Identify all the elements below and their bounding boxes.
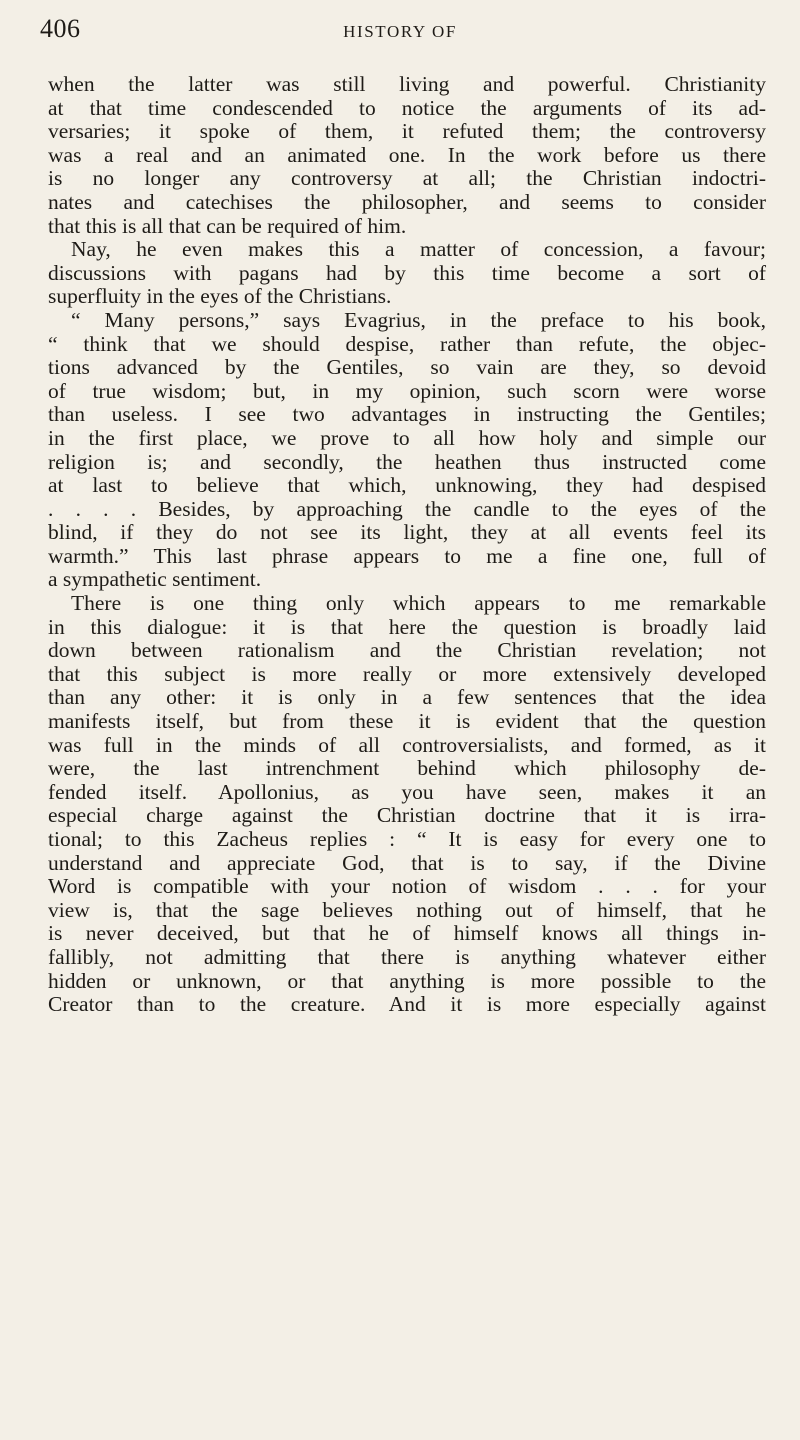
text-line: There is one thing only which appears to me remarkable	[71, 591, 766, 616]
text-line: that this subject is more really or more extensively developed	[48, 661, 766, 686]
text-line: view is, that the sage believes nothing out of himself, that he	[48, 897, 766, 922]
running-title: HISTORY OF	[343, 22, 457, 41]
text-line: understand and appreciate God, that is to say, if the Divine	[48, 850, 766, 875]
text-line: Word is compatible with your notion of wisdom . . . for your	[48, 874, 766, 899]
text-line: when the latter was still living and powerful. Christianity	[48, 72, 766, 96]
text-line: was a real and an animated one. In the work before us there	[48, 142, 766, 167]
text-line: than any other: it is only in a few sentences that the idea	[48, 685, 766, 710]
text-line: religion is; and secondly, the heathen thus instructed come	[48, 449, 766, 474]
text-line: versaries; it spoke of them, it refuted them; the controversy	[48, 119, 766, 144]
text-line: of true wisdom; but, in my opinion, such scorn were worse	[48, 378, 766, 403]
text-line: tional; to this Zacheus replies : “ It is easy for every one to	[48, 827, 766, 851]
text-line: “ Many persons,” says Evagrius, in the preface to his book,	[71, 307, 766, 332]
paragraph	[48, 592, 766, 1017]
text-line: Nay, he even makes this a matter of concession, a favour;	[71, 237, 766, 262]
text-line: that this is all that can be required of him.	[48, 213, 407, 238]
text-line: in this dialogue: it is that here the question is broadly laid	[48, 614, 766, 639]
page-number: 406	[40, 14, 81, 43]
text-line: was full in the minds of all controversialists, and formed, as it	[48, 732, 766, 757]
text-line: were, the last intrenchment behind which philosophy de-	[48, 756, 766, 781]
text-line: manifests itself, but from these it is evident that the question	[48, 709, 766, 734]
text-line: superfluity in the eyes of the Christians.	[48, 284, 392, 309]
text-line: “ think that we should despise, rather than refute, the objec-	[48, 331, 766, 356]
text-line: in the first place, we prove to all how holy and simple our	[48, 425, 766, 450]
paragraph	[48, 73, 766, 238]
text-line: especial charge against the Christian doctrine that it is irra-	[48, 803, 766, 828]
text-line: than useless. I see two advantages in instructing the Gentiles;	[48, 402, 766, 427]
text-line: tions advanced by the Gentiles, so vain are they, so devoid	[48, 355, 766, 380]
text-line: at that time condescended to notice the arguments of its ad-	[48, 95, 766, 120]
text-line: Creator than to the creature. And it is more especially against	[48, 992, 766, 1017]
text-line: a sympathetic sentiment.	[48, 567, 262, 592]
paragraph	[48, 238, 766, 309]
text-line: fallibly, not admitting that there is anything whatever either	[48, 944, 766, 969]
text-line: discussions with pagans had by this time become a sort of	[48, 260, 766, 285]
text-line: warmth.” This last phrase appears to me a fine one, full of	[48, 543, 766, 568]
body-text	[48, 73, 766, 1017]
text-line: down between rationalism and the Christian revelation; not	[48, 638, 766, 663]
text-line: is no longer any controversy at all; the Christian indoctri-	[48, 166, 766, 191]
text-line: is never deceived, but that he of himself knows all things in-	[48, 921, 766, 946]
text-line: hidden or unknown, or that anything is more possible to the	[48, 968, 766, 993]
text-line: fended itself. Apollonius, as you have seen, makes it an	[48, 779, 766, 804]
text-line: nates and catechises the philosopher, and seems to consider	[48, 189, 766, 214]
paragraph	[48, 309, 766, 592]
text-line: . . . . Besides, by approaching the candle to the eyes of the	[48, 496, 766, 521]
text-line: at last to believe that which, unknowing, they had despised	[48, 473, 766, 498]
text-line: blind, if they do not see its light, they at all events feel its	[48, 520, 766, 545]
